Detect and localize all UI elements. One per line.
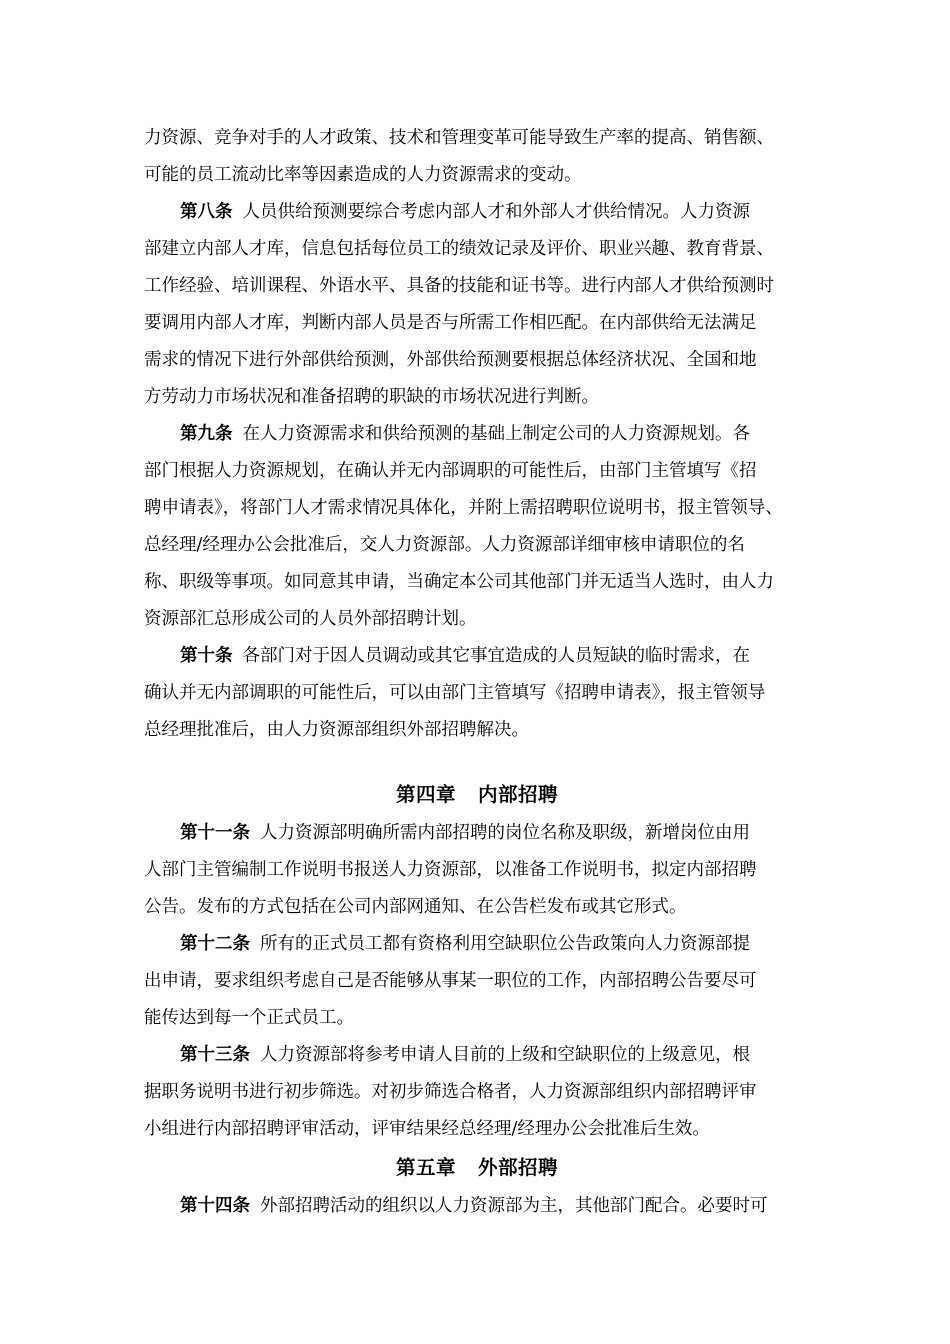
text-line: 小组进行内部招聘评审活动，评审结果经总经理/经理办公会批准后生效。: [144, 1119, 710, 1139]
text-line: 资源部汇总形成公司的人员外部招聘计划。: [144, 609, 477, 629]
article-11: [144, 815, 810, 926]
article-14: [144, 1188, 810, 1225]
article-label: 第十四条: [180, 1196, 250, 1216]
text-line: 能传达到每一个正式员工。: [144, 1008, 354, 1028]
document-body: [144, 120, 810, 1225]
paragraph-continuation: [144, 120, 810, 194]
text-line: 出申请，要求组织考虑自己是否能够从事某一职位的工作，内部招聘公告要尽可: [144, 971, 757, 991]
section-spacer: [144, 749, 810, 775]
article-8: [144, 194, 810, 416]
text-line: 人部门主管编制工作说明书报送人力资源部，以准备工作说明书，拟定内部招聘: [144, 860, 757, 880]
text-line: 总经理批准后，由人力资源部组织外部招聘解决。: [144, 720, 529, 740]
chapter-heading: [144, 1148, 810, 1188]
text-line: 据职务说明书进行初步筛选。对初步筛选合格者，人力资源部组织内部招聘评审: [144, 1082, 757, 1102]
text-line: 可能的员工流动比率等因素造成的人力资源需求的变动。: [144, 165, 582, 185]
article-label: 第九条: [180, 424, 233, 444]
text-line: 确认并无内部调职的可能性后，可以由部门主管填写《招聘申请表》，报主管领导: [144, 683, 766, 703]
text-line: 需求的情况下进行外部供给预测，外部供给预测要根据总体经济状况、全国和地: [144, 350, 757, 370]
text-line-first: [144, 1037, 810, 1074]
text-segment: 所有的正式员工都有资格利用空缺职位公告政策向人力资源部提: [260, 934, 750, 954]
text-line-first: [144, 815, 810, 852]
article-label: 第十一条: [180, 823, 250, 843]
chapter-number: 第四章: [395, 783, 456, 806]
article-label: 第十二条: [180, 934, 250, 954]
text-segment: 在人力资源需求和供给预测的基础上制定公司的人力资源规划。各: [242, 424, 750, 444]
text-segment: 人力资源部将参考申请人目前的上级和空缺职位的上级意见，根: [260, 1045, 750, 1065]
text-line: 工作经验、培训课程、外语水平、具备的技能和证书等。进行内部人才供给预测时: [144, 276, 774, 296]
text-line-first: [144, 926, 810, 963]
article-label: 第十三条: [180, 1045, 250, 1065]
text-line: 要调用内部人才库，判断内部人员是否与所需工作相匹配。在内部供给无法满足: [144, 313, 757, 333]
text-line-first: [144, 638, 810, 675]
article-9: [144, 416, 810, 638]
text-segment: 人员供给预测要综合考虑内部人才和外部人才供给情况。人力资源: [242, 202, 750, 222]
chapter-number: 第五章: [395, 1156, 456, 1179]
text-line-first: [144, 194, 810, 231]
chapter-heading: [144, 775, 810, 815]
article-label: 第十条: [180, 646, 233, 666]
text-line: 总经理/经理办公会批准后，交人力资源部。人力资源部详细审核申请职位的名: [144, 535, 745, 555]
text-line: 部门根据人力资源规划，在确认并无内部调职的可能性后，由部门主管填写《招: [144, 461, 757, 481]
text-line-first: [144, 1188, 810, 1225]
text-line-first: [144, 416, 810, 453]
text-line: 聘申请表》，将部门人才需求情况具体化，并附上需招聘职位说明书，报主管领导、: [144, 498, 783, 518]
text-line: 部建立内部人才库，信息包括每位员工的绩效记录及评价、职业兴趣、教育背景、: [144, 239, 774, 259]
text-segment: 外部招聘活动的组织以人力资源部为主，其他部门配合。必要时可: [260, 1196, 768, 1216]
text-line: 称、职级等事项。如同意其申请，当确定本公司其他部门并无适当人选时，由人力: [144, 572, 774, 592]
text-line: 力资源、竞争对手的人才政策、技术和管理变革可能导致生产率的提高、销售额、: [144, 128, 774, 148]
article-13: [144, 1037, 810, 1148]
text-line: 方劳动力市场状况和准备招聘的职缺的市场状况进行判断。: [144, 387, 599, 407]
text-segment: 人力资源部明确所需内部招聘的岗位名称及职级，新增岗位由用: [260, 823, 750, 843]
article-12: [144, 926, 810, 1037]
chapter-title: 外部招聘: [478, 1156, 559, 1179]
article-10: [144, 638, 810, 749]
text-segment: 各部门对于因人员调动或其它事宜造成的人员短缺的临时需求，在: [242, 646, 750, 666]
text-line: 公告。发布的方式包括在公司内部网通知、在公告栏发布或其它形式。: [144, 897, 687, 917]
article-label: 第八条: [180, 202, 233, 222]
chapter-title: 内部招聘: [478, 783, 559, 806]
